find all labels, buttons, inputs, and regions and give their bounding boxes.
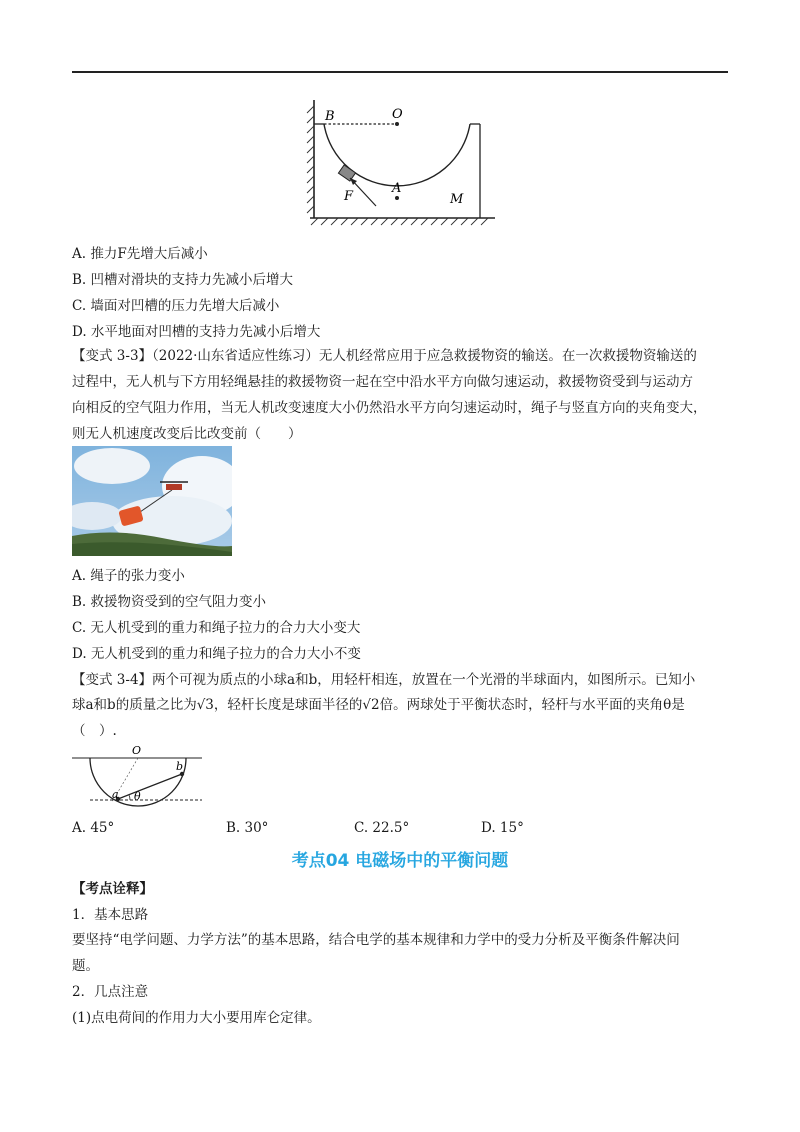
body-line-6: (1)点电荷间的作用力大小要用库仑定律。 <box>72 1010 321 1026</box>
section-title: 考点04 电磁场中的平衡问题 <box>291 851 509 871</box>
body-line-3: 要坚持“电学问题、力学方法”的基本思路，结合电学的基本规律和力学中的受力分析及平衡条件解决问 <box>72 932 680 948</box>
label-theta: θ <box>134 790 141 803</box>
label-O2: O <box>132 744 142 757</box>
q2-line-3: 向相反的空气阻力作用，当无人机改变速度大小仍然沿水平方向匀速运动时，绳子与竖直方向的夹角变大， <box>72 400 707 416</box>
q1-option-c: C. 墙面对凹槽的压力先增大后减小 <box>72 298 280 314</box>
q3-option-d: D. 15° <box>481 820 524 836</box>
body-line-2: 1．基本思路 <box>72 907 149 923</box>
q2-line-1: 【变式 3-3】（2022·山东省适应性练习）无人机经常应用于应急救援物资的输送。在一次救援物资输送的 <box>72 348 697 364</box>
label-O: O <box>392 107 403 122</box>
q2-option-b: B. 救援物资受到的空气阻力变小 <box>72 594 267 610</box>
q3-option-a: A. 45° <box>72 820 115 836</box>
q2-line-2: 过程中，无人机与下方用轻绳悬挂的救援物资一起在空中沿水平方向做匀速运动，救援物资受到与运动方 <box>72 374 693 390</box>
q3-line-2: 球a和b的质量之比为√3，轻杆长度是球面半径的√2倍。两球处于平衡状态时，轻杆与水平面的夹角θ是 <box>72 697 685 713</box>
body-line-4: 题。 <box>72 958 99 974</box>
q1-option-b: B. 凹槽对滑块的支持力先减小后增大 <box>72 272 294 288</box>
q3-option-b: B. 30° <box>226 820 269 836</box>
label-M: M <box>450 192 464 207</box>
body-line-1: 【考点诠释】 <box>72 881 153 897</box>
q2-option-a: A. 绳子的张力变小 <box>72 568 185 584</box>
drone-photo <box>72 446 232 556</box>
label-b: b <box>176 760 184 773</box>
q2-option-c: C. 无人机受到的重力和绳子拉力的合力大小变大 <box>72 620 361 636</box>
q3-option-c: C. 22.5° <box>354 820 410 836</box>
q1-option-a: A. 推力F先增大后减小 <box>72 246 208 262</box>
q2-line-4: 则无人机速度改变后比改变前（ ） <box>72 426 302 442</box>
groove-diagram <box>300 96 500 228</box>
q3-line-3: （ ）. <box>72 723 117 739</box>
label-A: A <box>392 181 402 196</box>
q1-option-d: D. 水平地面对凹槽的支持力先减小后增大 <box>72 324 321 340</box>
q3-line-1: 【变式 3-4】两个可视为质点的小球a和b，用轻杆相连，放置在一个光滑的半球面内，如图所示。已知小 <box>72 672 696 688</box>
q2-option-d: D. 无人机受到的重力和绳子拉力的合力大小不变 <box>72 646 361 662</box>
body-line-5: 2．几点注意 <box>72 984 149 1000</box>
hemisphere-diagram <box>72 742 212 812</box>
header-rule <box>72 71 728 73</box>
label-B: B <box>325 109 335 124</box>
label-a: a <box>112 788 119 801</box>
label-F: F <box>344 189 354 204</box>
